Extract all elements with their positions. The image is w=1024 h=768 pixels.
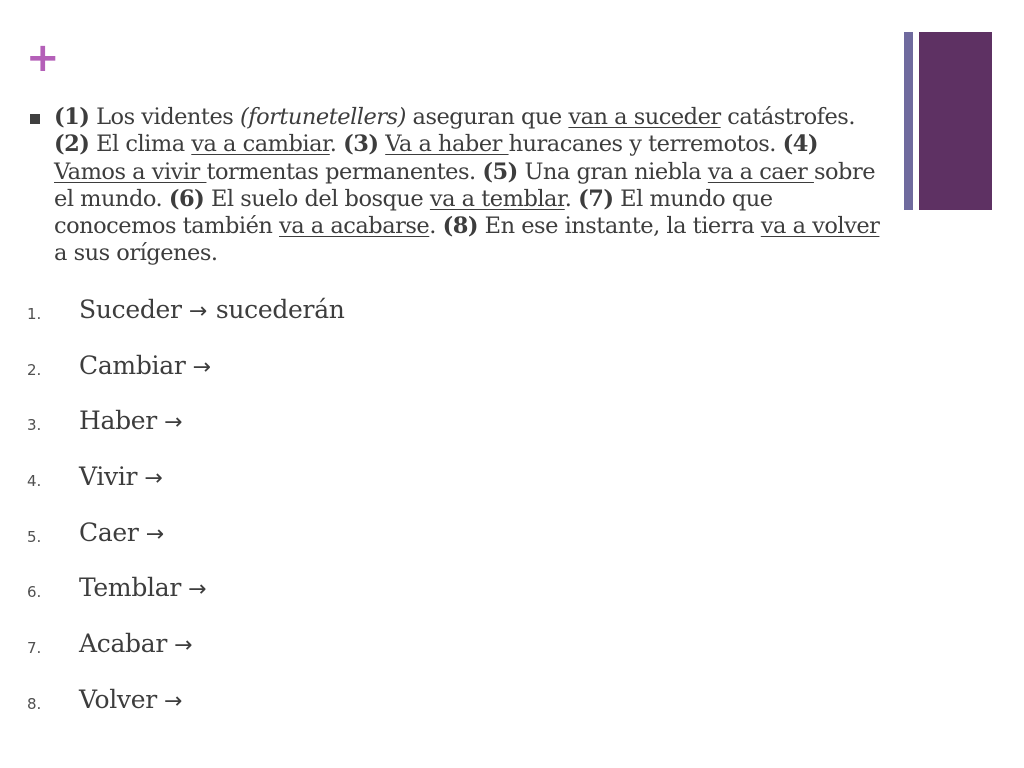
arrow-right-icon: → [163,410,183,436]
paragraph-text: . [429,213,443,240]
list-item [0,628,880,684]
item-number: 1. [27,305,42,323]
arrow-right-icon: → [144,466,163,492]
item-number: 4. [27,472,42,491]
verb-infinitive: Suceder [79,295,182,324]
paragraph-text: catástrofes. [720,104,855,130]
plus-icon: + [26,35,60,81]
sentence-number: (1) [54,104,90,130]
item-verb [79,684,191,718]
paragraph-text: Una gran niebla [517,158,708,185]
paragraph-text: aseguran que [405,104,569,130]
paragraph-text: . [329,131,344,158]
item-verb [79,461,171,495]
accent-bar-thin [904,32,913,210]
exercise-paragraph [54,104,894,268]
paragraph-text: En ese instante, la tierra [478,213,761,240]
arrow-right-icon: → [174,633,193,659]
list-item [0,684,880,740]
verb-infinitive: Cambiar [79,350,186,380]
sentence-number: (2) [54,131,90,158]
list-item [0,461,880,517]
underlined-verb-phrase: va a cambiar [191,131,330,158]
item-verb [79,517,173,551]
list-item [0,294,880,350]
underlined-verb-phrase: va a caer [707,158,814,185]
paragraph-text: a sus orígenes. [54,240,218,267]
underlined-verb-phrase: va a volver [760,213,880,240]
verb-infinitive: Haber [79,406,157,436]
item-verb [79,572,215,606]
arrow-right-icon: → [192,354,211,380]
paragraph-text: El clima [89,131,192,158]
sentence-number: (6) [168,185,205,212]
verb-answer: sucederán [215,295,345,324]
item-number: 5. [27,527,42,546]
verb-infinitive: Acabar [79,629,168,659]
underlined-verb-phrase: Va a haber [385,131,509,158]
paragraph-text: tormentas permanentes. [206,158,483,185]
verb-infinitive: Temblar [79,573,181,603]
verb-infinitive: Vivir [79,462,138,492]
item-verb [79,294,345,328]
arrow-right-icon: → [163,688,183,714]
verb-infinitive: Volver [79,684,157,714]
paragraph-text: El suelo del bosque [204,185,430,212]
item-number: 7. [27,639,42,658]
sentence-number: (4) [782,131,819,158]
verb-infinitive: Caer [79,517,139,547]
arrow-right-icon: → [188,577,207,603]
sentence-number: (3) [343,131,379,158]
item-number: 6. [27,583,42,602]
list-item [0,405,880,461]
item-verb [79,628,201,662]
paragraph-text: sobre el mundo. [54,158,876,212]
arrow-right-icon: → [145,521,164,547]
sentence-number: (7) [578,185,614,212]
bullet-icon [30,114,40,124]
arrow-right-icon: → [188,299,207,324]
underlined-verb-phrase: van a suceder [568,104,721,130]
item-number: 8. [27,694,42,713]
paragraph-text: El mundo que conocemos también [54,185,773,240]
item-verb [79,350,220,384]
verb-list [0,294,880,740]
list-item [0,572,880,628]
accent-bar-wide [919,32,992,210]
underlined-verb-phrase: Vamos a vivir [54,158,207,185]
paragraph-text: . [564,185,579,212]
translation-note: (fortunetellers) [239,104,406,130]
paragraph-text: Los videntes [89,104,240,130]
list-item [0,350,880,406]
paragraph-text: huracanes y terremotos. [508,131,783,158]
item-verb [79,405,191,439]
sentence-number: (8) [442,213,479,240]
item-number: 2. [27,360,42,379]
list-item [0,517,880,573]
item-number: 3. [27,416,42,435]
underlined-verb-phrase: va a temblar [429,185,565,212]
sentence-number: (5) [482,158,518,185]
underlined-verb-phrase: va a acabarse [279,213,430,240]
